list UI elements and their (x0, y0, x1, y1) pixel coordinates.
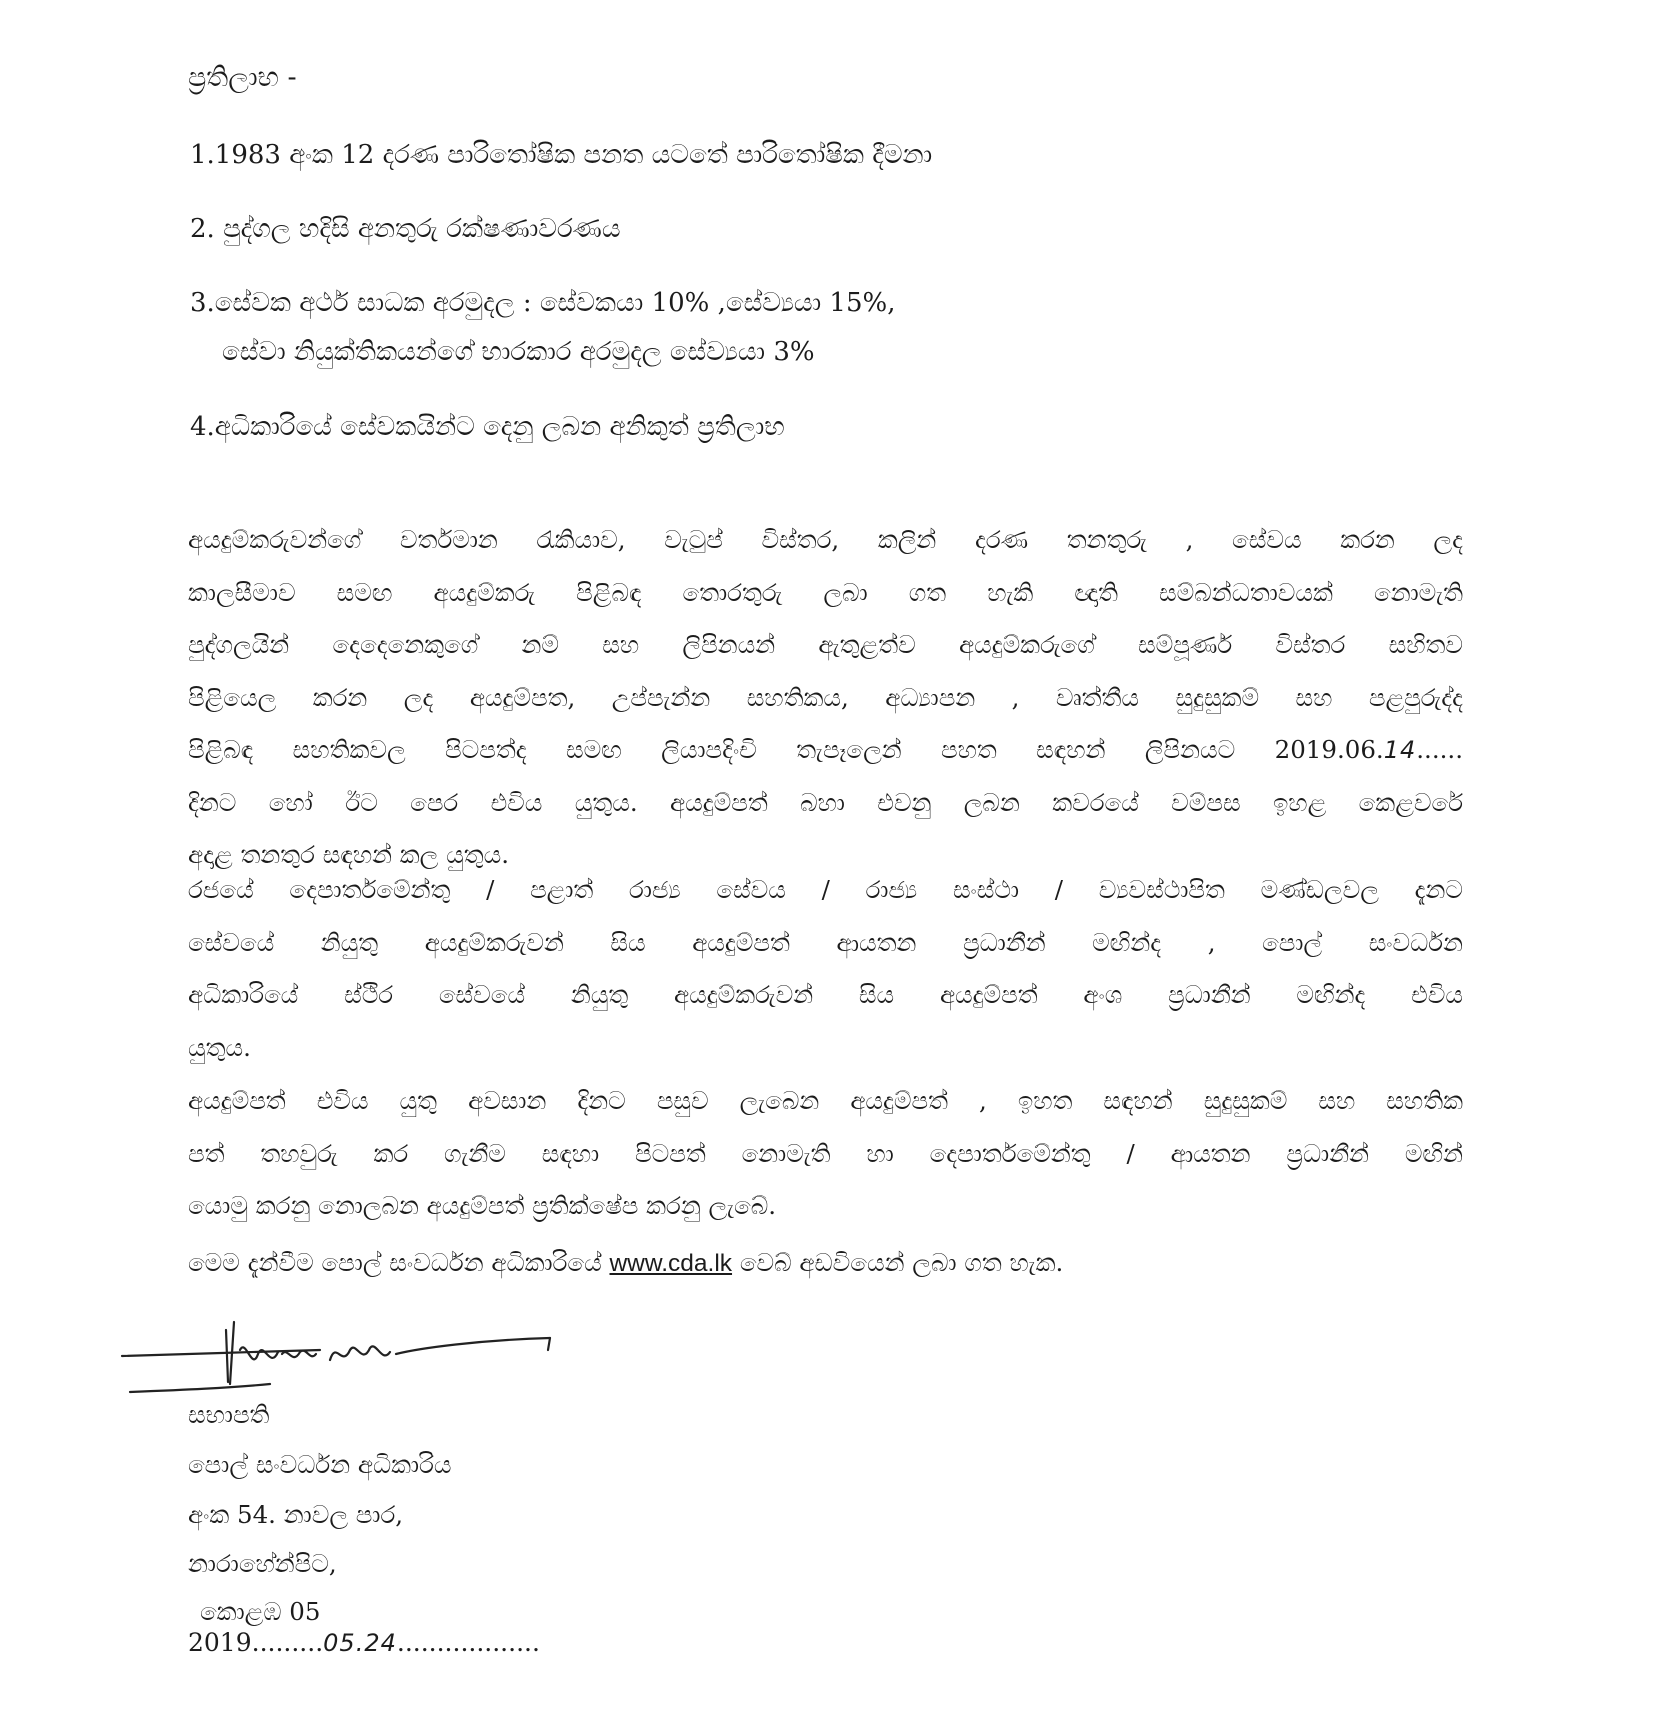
paragraph-line-deadline (188, 724, 1463, 777)
date-prefix: 2019. (188, 1628, 260, 1657)
handwritten-deadline-day: 14 (1383, 736, 1417, 764)
paragraph-line: යුතුය. (188, 1032, 251, 1062)
signatory-organization: පොල් සංවර්ධන අධිකාරිය (188, 1450, 452, 1479)
website-link[interactable]: www.cda.lk (609, 1250, 733, 1277)
paragraph-line: පත් තහවුරු කර ගැනීම සඳහා පිටපත් නොමැති හා දෙපාර්තමේන්තු / ආයතන ප්‍රධානීන් මඟින් (188, 1138, 1463, 1168)
government-employees-paragraph (188, 864, 1463, 1074)
signature-stroke (548, 1338, 550, 1350)
paragraph-line: පිළියෙල කරන ලද අයදුම්පත, උප්පැන්න සහතිකය, අධ්‍යාපන , වෘත්තීය සුදුසුකම් සහ පළපුරුද්ද (188, 682, 1463, 712)
rejection-notice-paragraph (188, 1075, 1463, 1233)
paragraph-line: අයදුම්පත් එවිය යුතු අවසාන දිනට පසුව ලැබෙන අයදුම්පත් , ඉහත සඳහන් සුදුසුකම් සහ සහතික (188, 1086, 1463, 1115)
chairman-signature (120, 1310, 560, 1420)
handwritten-date: 05.24 (323, 1629, 397, 1657)
website-notice (188, 1248, 1063, 1278)
signatory-title: සභාපති (188, 1400, 270, 1429)
website-notice-before: මෙම දැන්වීම පොල් සංවර්ධන අධිකාරියේ (188, 1248, 610, 1277)
benefit-item-4: 4.අධිකාරියේ සේවකයින්ට දෙනු ලබන අනිකුත් ප්‍රතිලාභ (190, 412, 785, 442)
date-dots-before: ........ (259, 1628, 324, 1657)
deadline-dots: ...... (1416, 735, 1463, 764)
signature-stroke (396, 1338, 550, 1354)
application-instructions-paragraph (188, 514, 1463, 882)
paragraph-line: අයදුම්කරුවන්ගේ වර්තමාන රැකියාව, වැටුප් විස්තර, කලින් දරණ තනතුරු , සේවය කරන ලද (188, 525, 1463, 554)
paragraph-line: අදාළ තනතුර සඳහන් කල යුතුය. (188, 840, 510, 869)
signature-stroke (330, 1346, 390, 1360)
benefit-item-3-continued: සේවා නියුක්තිකයන්ගේ භාරකාර අරමුදල සේව්‍යයා 3% (222, 337, 815, 367)
date-dots-after: .................. (396, 1628, 540, 1657)
deadline-text: පිළිබඳ සහතිකවල පිටපත්ද සමඟ ලියාපදිංචි තැපෑලෙන් පහත සඳහන් ලිපිනයට 2019.06. (188, 735, 1384, 764)
paragraph-line: අධිකාරියේ ස්ථිර සේවයේ නියුතු අයදුම්කරුවන් සිය අයදුම්පත් අංශ ප්‍රධානීන් මඟින්ද එවිය (188, 980, 1463, 1009)
benefit-item-2: 2. පුද්ගල හදිසි අනතුරු රක්ෂණාවරණය (190, 214, 621, 244)
signature-stroke (240, 1347, 278, 1359)
signature-stroke (226, 1330, 228, 1382)
paragraph-line: පුද්ගලයින් දෙදෙනෙකුගේ නම් සහ ලිපිනයන් ඇතුළත්ව අයදුම්කරුගේ සම්පූර්ණ විස්තර සහිතව (188, 630, 1463, 659)
address-line-1: අංක 54. නාවල පාර, (188, 1500, 404, 1529)
signature-stroke (282, 1351, 316, 1358)
document-date (188, 1628, 540, 1657)
paragraph-line: දිනට හෝ ඊට පෙර එවිය යුතුය. අයදුම්පත් බහා එවනු ලබන කවරයේ වම්පස ඉහළ කෙළවරේ (188, 787, 1463, 817)
paragraph-line: යොමු කරනු නොලබන අයදුම්පත් ප්‍රතික්ෂේප කරනු ලැබේ. (188, 1191, 777, 1220)
benefits-heading: ප්‍රතිලාභ - (188, 62, 297, 93)
benefit-item-3: 3.සේවක අර්ථ සාධක අරමුදල : සේවකයා 10% ,සේව්‍යයා 15%, (190, 288, 896, 318)
signature-stroke (130, 1384, 270, 1392)
website-notice-after: වෙබ් අඩවියෙන් ලබා ගත හැක. (732, 1248, 1064, 1277)
benefit-item-1: 1.1983 අංක 12 දරණ පාරිතෝෂික පනත යටතේ පාරිතෝෂික දීමනා (190, 140, 933, 170)
address-line-2: නාරාහේන්පිට, (188, 1549, 337, 1578)
paragraph-line: සේවයේ නියුතු අයදුම්කරුවන් සිය අයදුම්පත් ආයතන ප්‍රධානීන් මඟින්ද , පොල් සංවර්ධන (188, 927, 1463, 957)
paragraph-line: රජයේ දෙපාර්තමේන්තු / පළාත් රාජ්‍ය සේවය / රාජ්‍ය සංස්ථා / ව්‍යවස්ථාපිත මණ්ඩලවල දැනට (188, 875, 1463, 904)
address-line-3: කොළඹ 05 (200, 1597, 321, 1626)
paragraph-line: කාලසීමාව සමඟ අයදුම්කරු පිළිබඳ තොරතුරු ලබා ගත හැකි ඥාති සම්බන්ධතාවයක් නොමැති (188, 577, 1463, 607)
